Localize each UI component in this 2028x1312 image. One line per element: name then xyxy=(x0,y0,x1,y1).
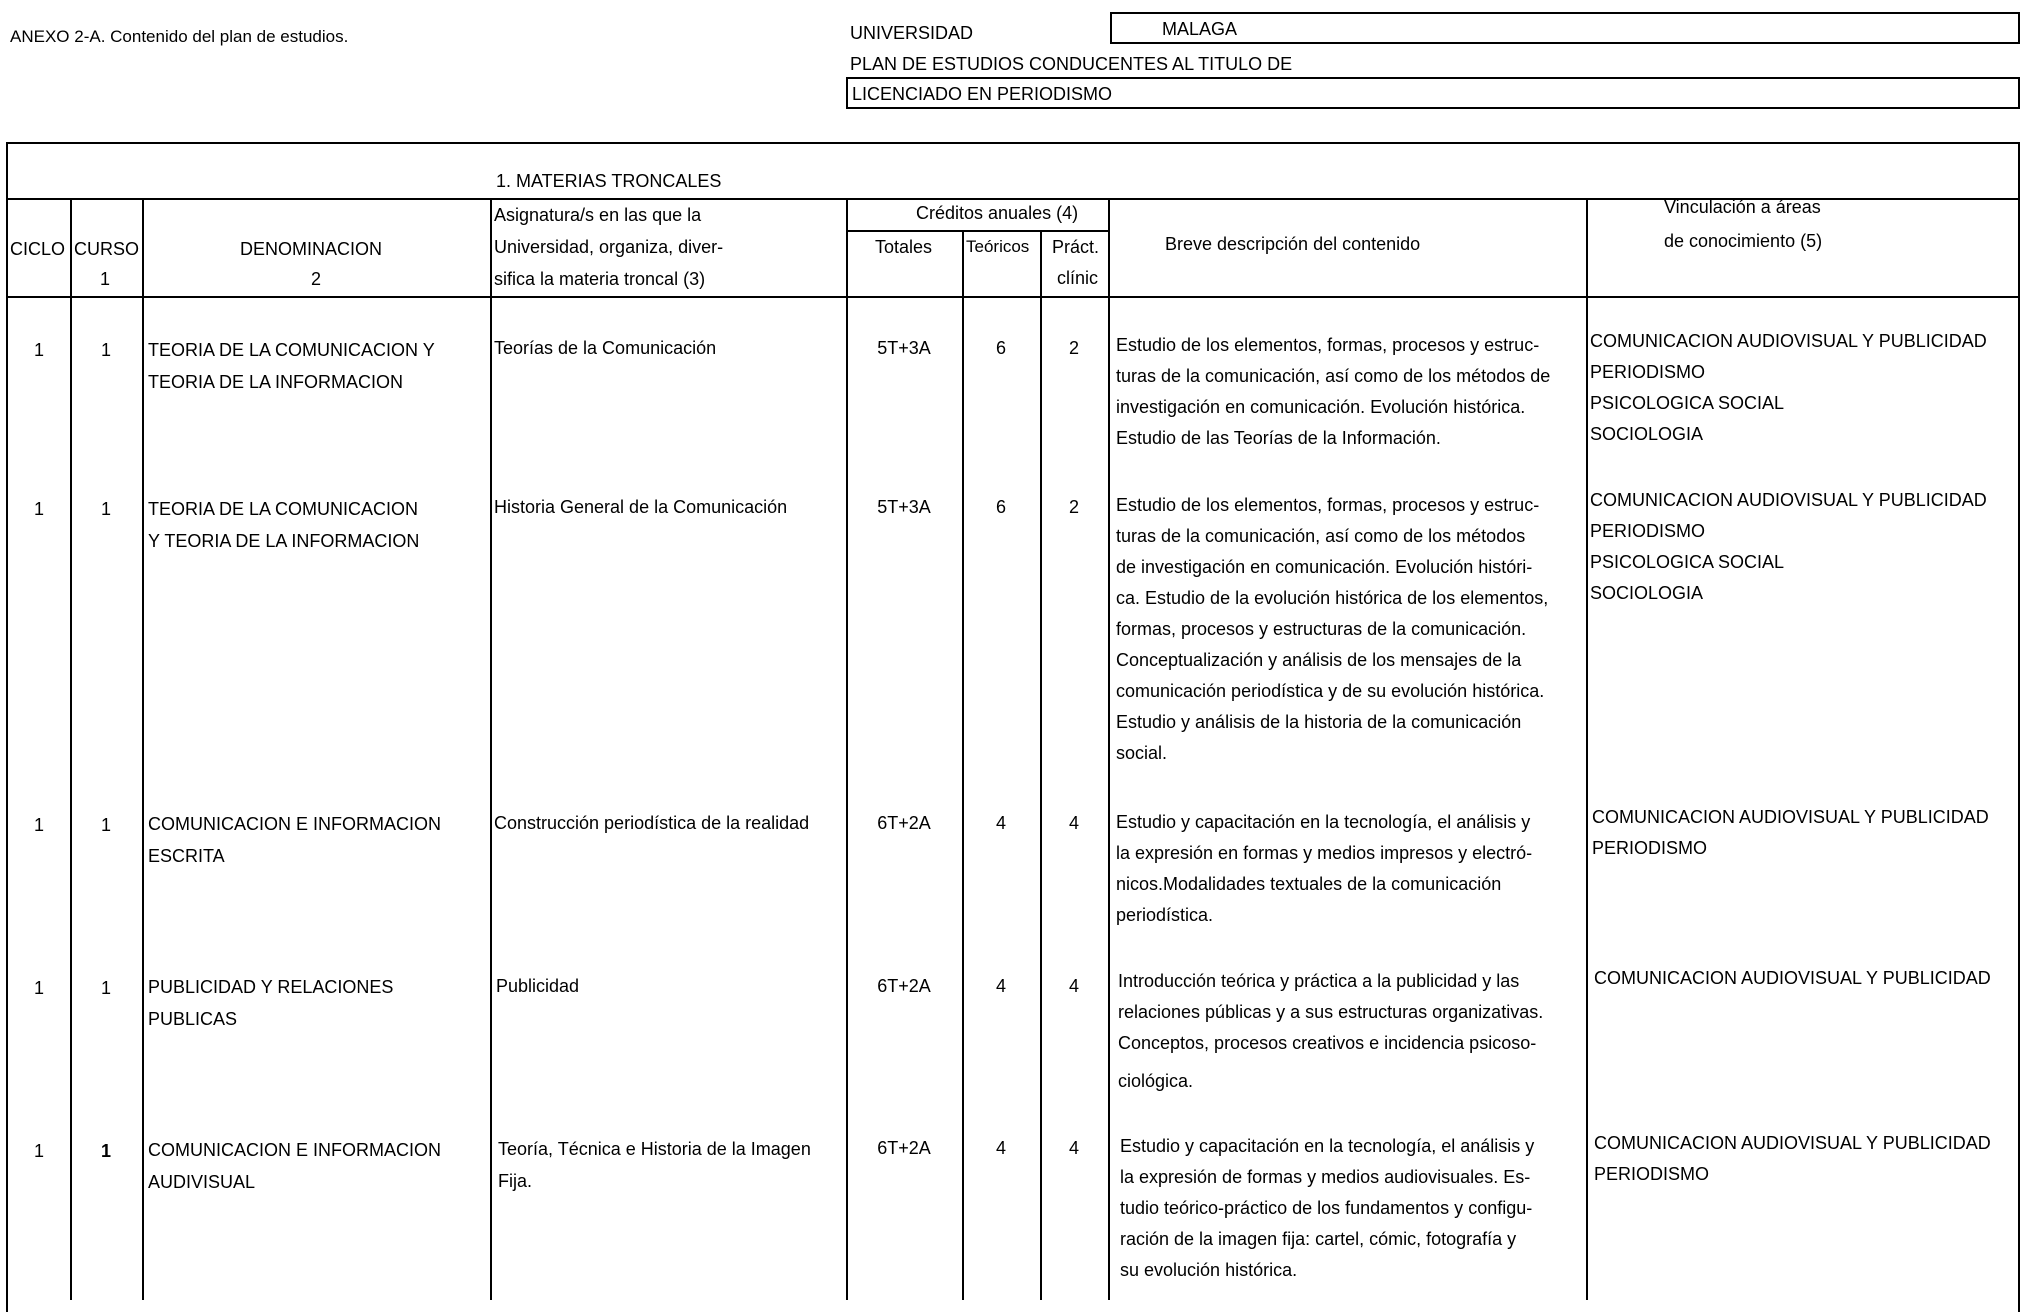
row-descripcion-line: Introducción teórica y práctica a la publicidad y las xyxy=(1118,971,1520,991)
annex-label: ANEXO 2-A. Contenido del plan de estudios. xyxy=(10,27,349,46)
header-denominacion: DENOMINACION xyxy=(240,239,383,259)
header-creditos: Créditos anuales (4) xyxy=(916,203,1079,223)
row-teoricos: 6 xyxy=(995,338,1006,358)
row-descripcion-line: la expresión en formas y medios impresos y electró- xyxy=(1116,843,1533,863)
row-asignatura: Historia General de la Comunicación xyxy=(494,497,788,517)
row-denominacion-line: Y TEORIA DE LA INFORMACION xyxy=(148,531,420,551)
degree-title: LICENCIADO EN PERIODISMO xyxy=(852,84,1113,104)
header-pract-line-2: clínic xyxy=(1057,268,1099,288)
row-descripcion-line: ración de la imagen fija: cartel, cómic, fotografía y xyxy=(1120,1229,1517,1249)
row-descripcion-line: Estudio de los elementos, formas, procesos y estruc- xyxy=(1116,335,1540,355)
row-descripcion-line: investigación en comunicación. Evolución histórica. xyxy=(1116,397,1526,417)
row-descripcion-line: de investigación en comunicación. Evolución históri- xyxy=(1116,557,1533,577)
row-asignatura: Publicidad xyxy=(496,976,580,996)
row-denominacion-line: AUDIVISUAL xyxy=(148,1172,256,1192)
header-ciclo: CICLO xyxy=(10,239,66,259)
row-descripcion-line: Conceptos, procesos creativos e incidencia psicoso- xyxy=(1118,1033,1537,1053)
row-curso: 1 xyxy=(100,340,111,360)
row-descripcion-line: comunicación periodística y de su evolución histórica. xyxy=(1116,681,1545,701)
row-practicos: 4 xyxy=(1068,813,1079,833)
row-area: COMUNICACION AUDIOVISUAL Y PUBLICIDAD xyxy=(1594,968,1991,988)
row-area: COMUNICACION AUDIOVISUAL Y PUBLICIDAD xyxy=(1592,807,1989,827)
row-descripcion-line: periodística. xyxy=(1116,905,1214,925)
row-area: SOCIOLOGIA xyxy=(1590,424,1704,444)
header-totales: Totales xyxy=(875,237,933,257)
row-practicos: 4 xyxy=(1068,976,1079,996)
row-ciclo: 1 xyxy=(33,1141,44,1161)
row-descripcion-line: Estudio y análisis de la historia de la comunicación xyxy=(1116,712,1522,732)
university-box xyxy=(1110,12,2020,44)
row-curso: 1 xyxy=(100,499,111,519)
row-denominacion-line: TEORIA DE LA COMUNICACION Y xyxy=(148,340,435,360)
section-title: 1. MATERIAS TRONCALES xyxy=(496,171,722,191)
row-descripcion-line: Estudio y capacitación en la tecnología, el análisis y xyxy=(1116,812,1531,832)
row-totales: 6T+2A xyxy=(877,813,931,833)
row-teoricos: 4 xyxy=(995,813,1006,833)
row-practicos: 2 xyxy=(1068,497,1079,517)
header-asignatura-line-3: sifica la materia troncal (3) xyxy=(494,269,706,289)
header-descripcion: Breve descripción del contenido xyxy=(1165,234,1421,254)
row-curso: 1 xyxy=(100,1141,111,1161)
row-area: PSICOLOGICA SOCIAL xyxy=(1590,552,1785,572)
row-asignatura: Construcción periodística de la realidad xyxy=(494,813,810,833)
row-ciclo: 1 xyxy=(33,499,44,519)
row-descripcion-line: nicos.Modalidades textuales de la comunicación xyxy=(1116,874,1502,894)
row-teoricos: 4 xyxy=(995,976,1006,996)
header-denominacion-num: 2 xyxy=(311,269,322,289)
row-descripcion-line: turas de la comunicación, así como de los métodos xyxy=(1116,526,1526,546)
row-area: COMUNICACION AUDIOVISUAL Y PUBLICIDAD xyxy=(1594,1133,1991,1153)
row-totales: 5T+3A xyxy=(877,338,931,358)
header-teoricos: Teóricos xyxy=(966,237,1030,256)
row-area: COMUNICACION AUDIOVISUAL Y PUBLICIDAD xyxy=(1590,490,1987,510)
row-area: PERIODISMO xyxy=(1590,362,1706,382)
row-denominacion-line: ESCRITA xyxy=(148,846,225,866)
row-practicos: 4 xyxy=(1068,1138,1079,1158)
row-descripcion-line: formas, procesos y estructuras de la comunicación. xyxy=(1116,619,1527,639)
row-asignatura: Teorías de la Comunicación xyxy=(494,338,717,358)
degree-box xyxy=(846,77,2020,109)
row-descripcion-line: turas de la comunicación, así como de los métodos de xyxy=(1116,366,1551,386)
header-vinculacion-line-2: de conocimiento (5) xyxy=(1664,231,1823,251)
row-curso: 1 xyxy=(100,815,111,835)
row-area: PSICOLOGICA SOCIAL xyxy=(1590,393,1785,413)
university-name: MALAGA xyxy=(1162,19,1238,39)
header-curso-num: 1 xyxy=(100,269,111,289)
row-totales: 6T+2A xyxy=(877,976,931,996)
row-area: PERIODISMO xyxy=(1590,521,1706,541)
row-ciclo: 1 xyxy=(33,815,44,835)
row-practicos: 2 xyxy=(1068,338,1079,358)
row-descripcion-line: social. xyxy=(1116,743,1168,763)
row-totales: 6T+2A xyxy=(877,1138,931,1158)
row-teoricos: 4 xyxy=(995,1138,1006,1158)
row-denominacion-line: PUBLICIDAD Y RELACIONES xyxy=(148,977,394,997)
row-descripcion-line: ciológica. xyxy=(1118,1071,1194,1091)
header-asignatura-line-1: Asignatura/s en las que la xyxy=(494,205,702,225)
row-ciclo: 1 xyxy=(33,978,44,998)
row-descripcion-line: tudio teórico-práctico de los fundamentos y configu- xyxy=(1120,1198,1533,1218)
row-area: COMUNICACION AUDIOVISUAL Y PUBLICIDAD xyxy=(1590,331,1987,351)
university-label: UNIVERSIDAD xyxy=(850,23,974,43)
row-descripcion-line: su evolución histórica. xyxy=(1120,1260,1298,1280)
row-descripcion-line: ca. Estudio de la evolución histórica de los elementos, xyxy=(1116,588,1549,608)
row-denominacion-line: COMUNICACION E INFORMACION xyxy=(148,814,442,834)
row-ciclo: 1 xyxy=(33,340,44,360)
row-area: SOCIOLOGIA xyxy=(1590,583,1704,603)
header-curso: CURSO xyxy=(74,239,140,259)
row-descripcion-line: Estudio de los elementos, formas, procesos y estruc- xyxy=(1116,495,1540,515)
row-descripcion-line: Conceptualización y análisis de los mensajes de la xyxy=(1116,650,1522,670)
row-denominacion-line: TEORIA DE LA INFORMACION xyxy=(148,372,404,392)
row-asignatura-line: Fija. xyxy=(498,1171,533,1191)
row-asignatura-line: Teoría, Técnica e Historia de la Imagen xyxy=(498,1139,811,1159)
row-teoricos: 6 xyxy=(995,497,1006,517)
row-curso: 1 xyxy=(100,978,111,998)
row-descripcion-line: Estudio de las Teorías de la Información. xyxy=(1116,428,1441,448)
row-denominacion-line: TEORIA DE LA COMUNICACION xyxy=(148,499,419,519)
row-denominacion-line: COMUNICACION E INFORMACION xyxy=(148,1140,442,1160)
row-totales: 5T+3A xyxy=(877,497,931,517)
row-area: PERIODISMO xyxy=(1594,1164,1710,1184)
header-vinculacion-line-1: Vinculación a áreas xyxy=(1664,197,1821,217)
plan-label: PLAN DE ESTUDIOS CONDUCENTES AL TITULO DE xyxy=(850,54,1293,74)
row-area: PERIODISMO xyxy=(1592,838,1708,858)
row-descripcion-line: la expresión de formas y medios audiovisuales. Es- xyxy=(1120,1167,1531,1187)
header-pract-line-1: Práct. xyxy=(1052,237,1100,257)
header-asignatura-line-2: Universidad, organiza, diver- xyxy=(494,237,724,257)
row-denominacion-line: PUBLICAS xyxy=(148,1009,238,1029)
row-descripcion-line: relaciones públicas y a sus estructuras organizativas. xyxy=(1118,1002,1544,1022)
row-descripcion-line: Estudio y capacitación en la tecnología, el análisis y xyxy=(1120,1136,1535,1156)
